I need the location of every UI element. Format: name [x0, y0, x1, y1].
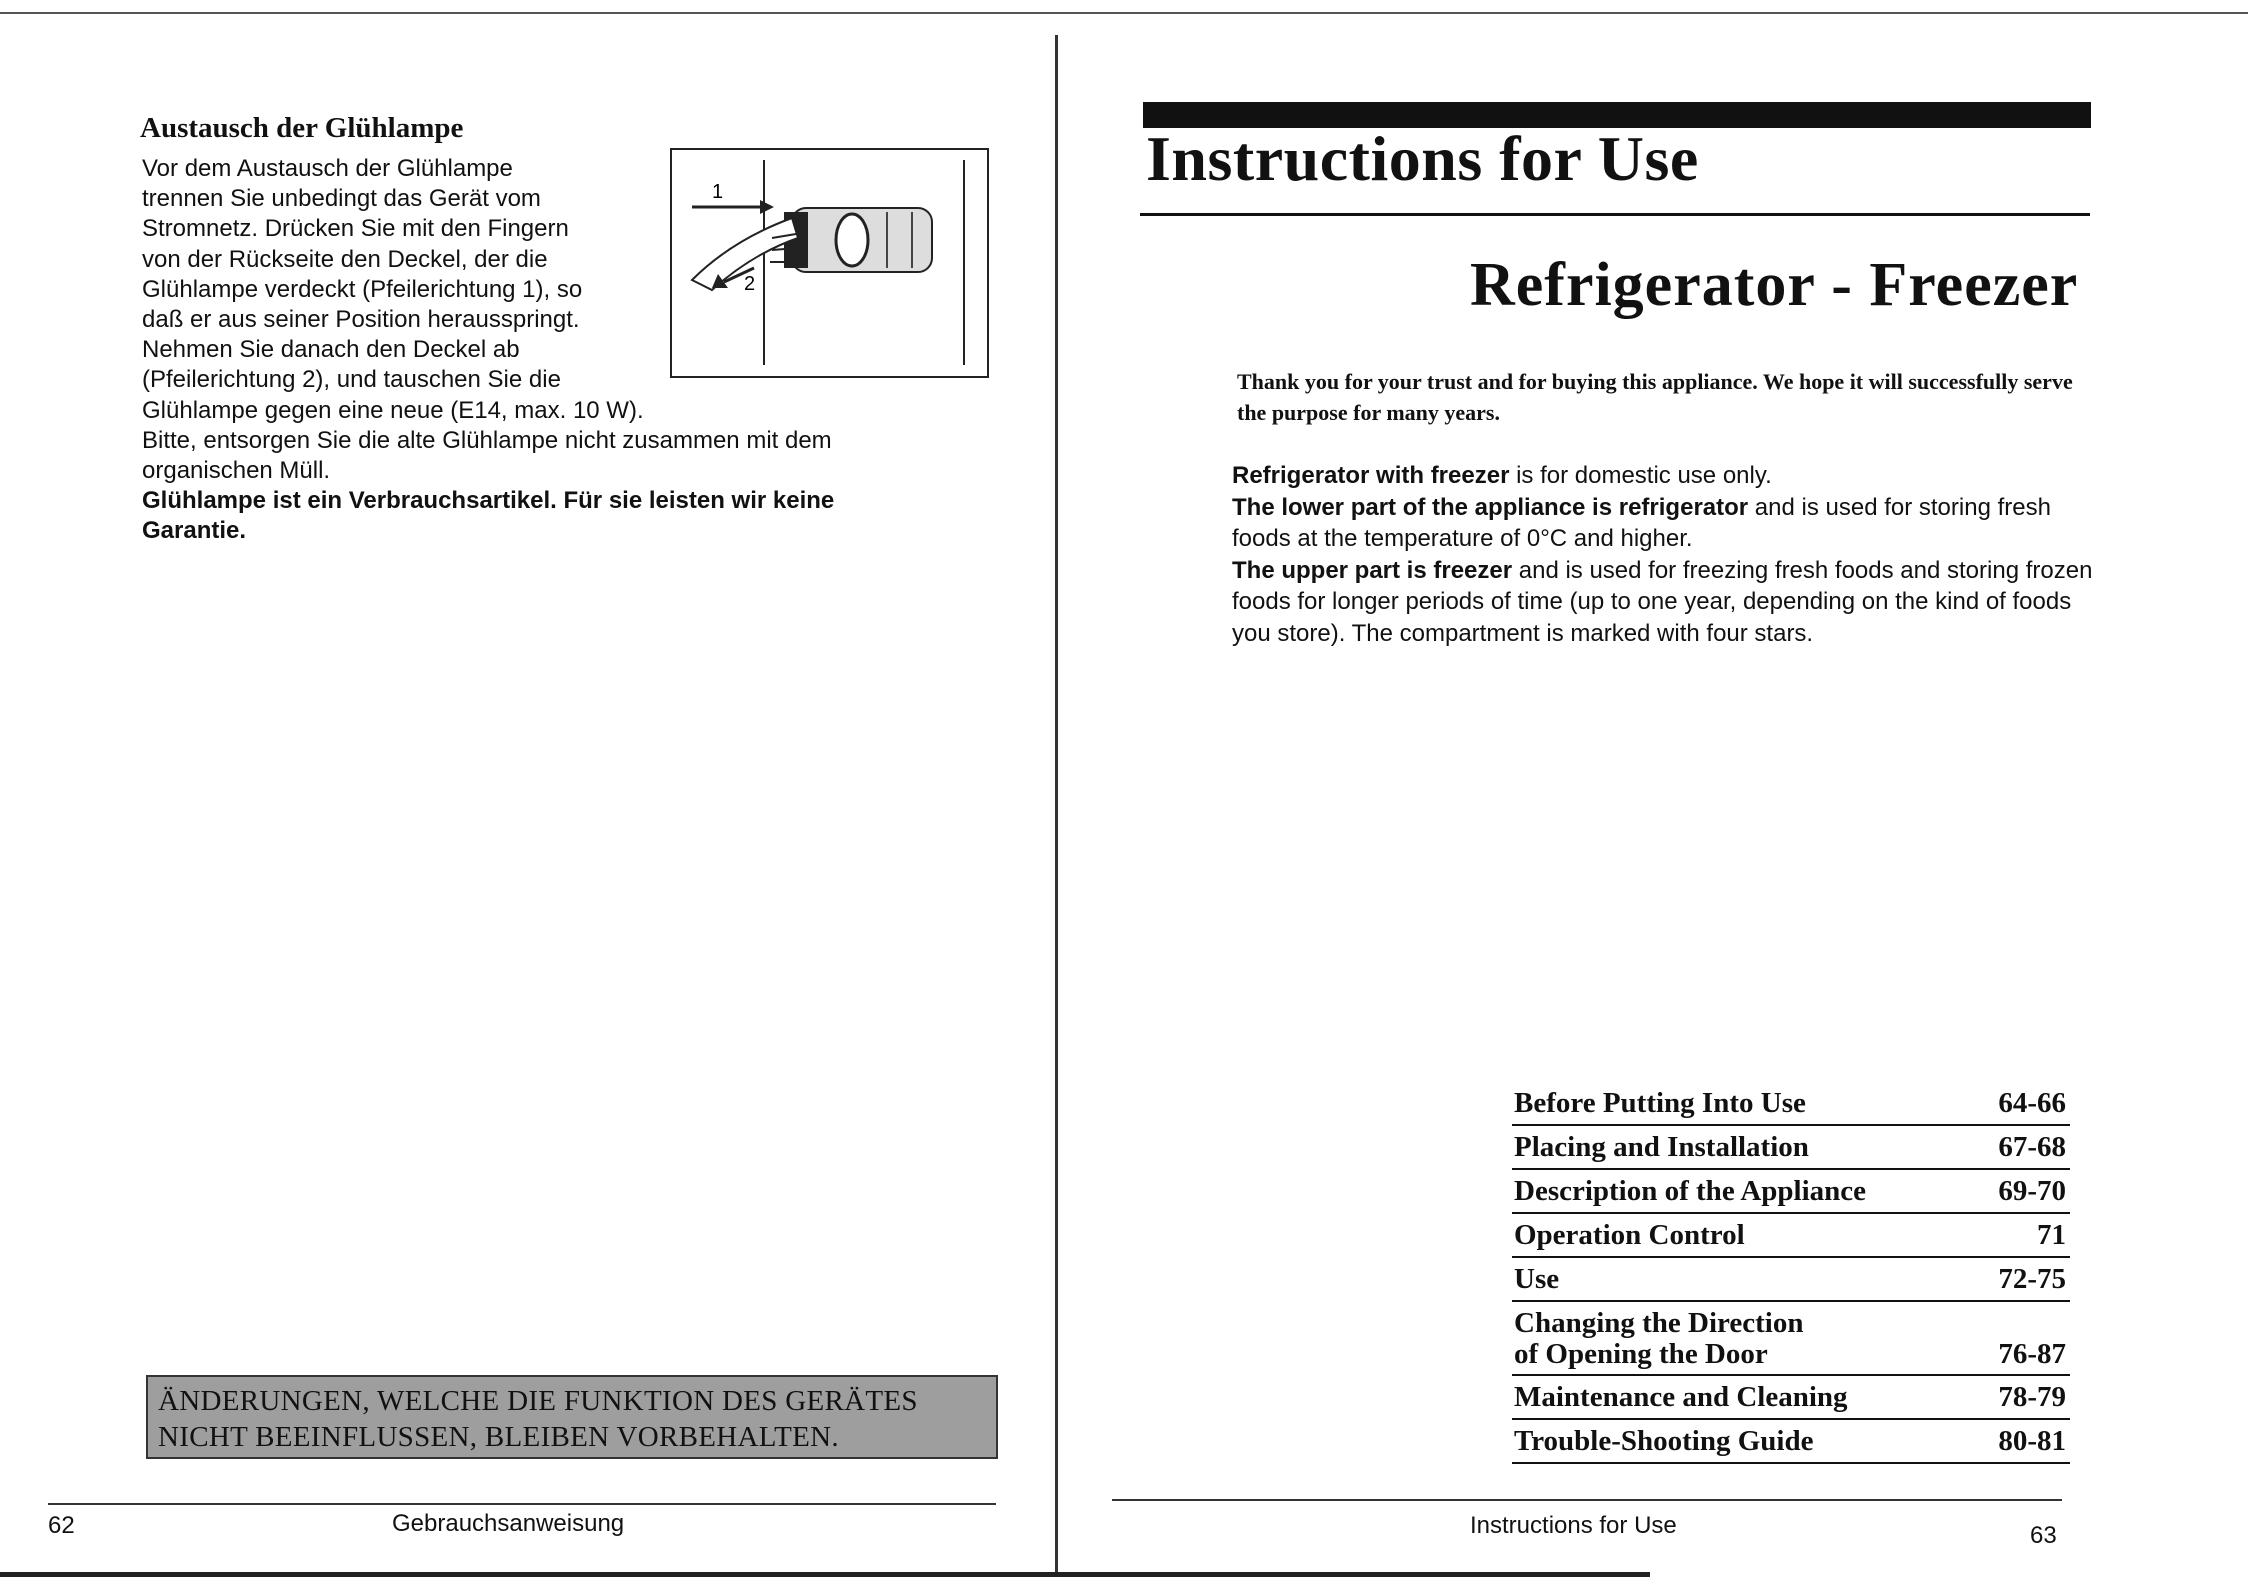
body-line: Glühlampe gegen eine neue (E14, max. 10 W). [142, 396, 644, 424]
intro-text: is for domestic use only. [1509, 462, 1772, 489]
disposal-note: Bitte, entsorgen Sie die alte Glühlampe nicht zusammen mit dem organischen Müll. [142, 426, 832, 485]
section-heading: Austausch der Glühlampe [140, 112, 464, 144]
body-line: Glühlampe verdeckt (Pfeilerichtung 1), so [142, 275, 583, 303]
table-of-contents [1512, 1082, 2070, 1464]
toc-title: Operation Control [1514, 1219, 1745, 1251]
intro-bold: The upper part is freezer [1232, 556, 1513, 584]
body-line: daß er aus seiner Position herausspringt. [142, 306, 580, 334]
page-spine [1055, 35, 1058, 1575]
toc-row[interactable] [1512, 1214, 2070, 1258]
toc-row[interactable] [1512, 1376, 2070, 1420]
footer-title: Gebrauchsanweisung [392, 1510, 625, 1537]
toc-title: Trouble-Shooting Guide [1514, 1425, 1814, 1457]
toc-pages: 64-66 [1998, 1087, 2066, 1119]
footer-title: Instructions for Use [1470, 1512, 1677, 1539]
notice-line: NICHT BEEINFLUSSEN, BLEIBEN VORBEHALTEN. [158, 1421, 839, 1453]
body-line: Stromnetz. Drücken Sie mit den Fingern [142, 215, 569, 243]
intro-body [1232, 460, 2112, 649]
arrow-label-1: 1 [712, 181, 724, 203]
thanks-paragraph: Thank you for your trust and for buying this appliance. We hope it will successfully serve the purpose for many years. [1237, 369, 2073, 425]
page-number: 63 [2030, 1522, 2057, 1549]
toc-row[interactable] [1512, 1170, 2070, 1214]
toc-title: Use [1514, 1263, 1560, 1295]
toc-title: Changing the Direction of Opening the Door [1514, 1307, 1804, 1370]
toc-row[interactable] [1512, 1302, 2070, 1376]
toc-pages: 72-75 [1998, 1263, 2066, 1295]
warranty-note: Glühlampe ist ein Verbrauchsartikel. Für sie leisten wir keine Garantie. [142, 487, 835, 545]
body-line: Nehmen Sie danach den Deckel ab [142, 336, 520, 364]
intro-bold: The lower part of the appliance is refrigerator [1232, 493, 1749, 521]
body-line: trennen Sie unbedingt das Gerät vom [142, 185, 541, 213]
lamp-replacement-figure [670, 148, 989, 378]
toc-row[interactable] [1512, 1420, 2070, 1464]
body-line: Vor dem Austausch der Glühlampe [142, 155, 513, 182]
toc-title: Description of the Appliance [1514, 1175, 1867, 1207]
footer-rule [1112, 1499, 2062, 1501]
toc-pages: 71 [2037, 1219, 2066, 1251]
notice-line: ÄNDERUNGEN, WELCHE DIE FUNKTION DES GERÄTES [158, 1385, 918, 1417]
toc-pages: 67-68 [1998, 1131, 2066, 1163]
arrow-label-2: 2 [744, 273, 756, 295]
body-line: (Pfeilerichtung 2), und tauschen Sie die [142, 366, 561, 394]
toc-title: Placing and Installation [1514, 1131, 1809, 1163]
toc-title: Maintenance and Cleaning [1514, 1381, 1848, 1413]
page-subtitle: Refrigerator - Freezer [1470, 251, 2079, 319]
intro-paragraph [1232, 555, 2112, 650]
lamp-illustration [672, 150, 987, 376]
toc-pages: 76-87 [1998, 1338, 2066, 1370]
intro-paragraph [1232, 492, 2112, 555]
toc-pages: 69-70 [1998, 1175, 2066, 1207]
toc-pages: 78-79 [1998, 1381, 2066, 1413]
scan-bottom-edge [0, 1572, 1650, 1577]
page-title: Instructions for Use [1146, 123, 1699, 194]
changes-notice [146, 1375, 998, 1459]
intro-text: and is used for storing fresh foods at the temperature of 0°C and higher. [1232, 493, 2051, 552]
title-rule [1140, 213, 2090, 216]
intro-text: and is used for freezing fresh foods and storing frozen foods for longer periods of time (up to one year, depending on the kind of foods you store). The compartment is marked with four stars. [1232, 556, 2093, 647]
page-number: 62 [48, 1512, 75, 1539]
intro-paragraph [1232, 460, 2112, 492]
body-line: von der Rückseite den Deckel, der die [142, 245, 548, 273]
scan-top-edge [0, 12, 2248, 14]
footer-rule [48, 1503, 996, 1505]
toc-pages: 80-81 [1998, 1425, 2066, 1457]
toc-row[interactable] [1512, 1082, 2070, 1126]
toc-row[interactable] [1512, 1258, 2070, 1302]
toc-row[interactable] [1512, 1126, 2070, 1170]
intro-bold: Refrigerator with freezer [1232, 462, 1510, 489]
toc-title: Before Putting Into Use [1514, 1087, 1806, 1119]
